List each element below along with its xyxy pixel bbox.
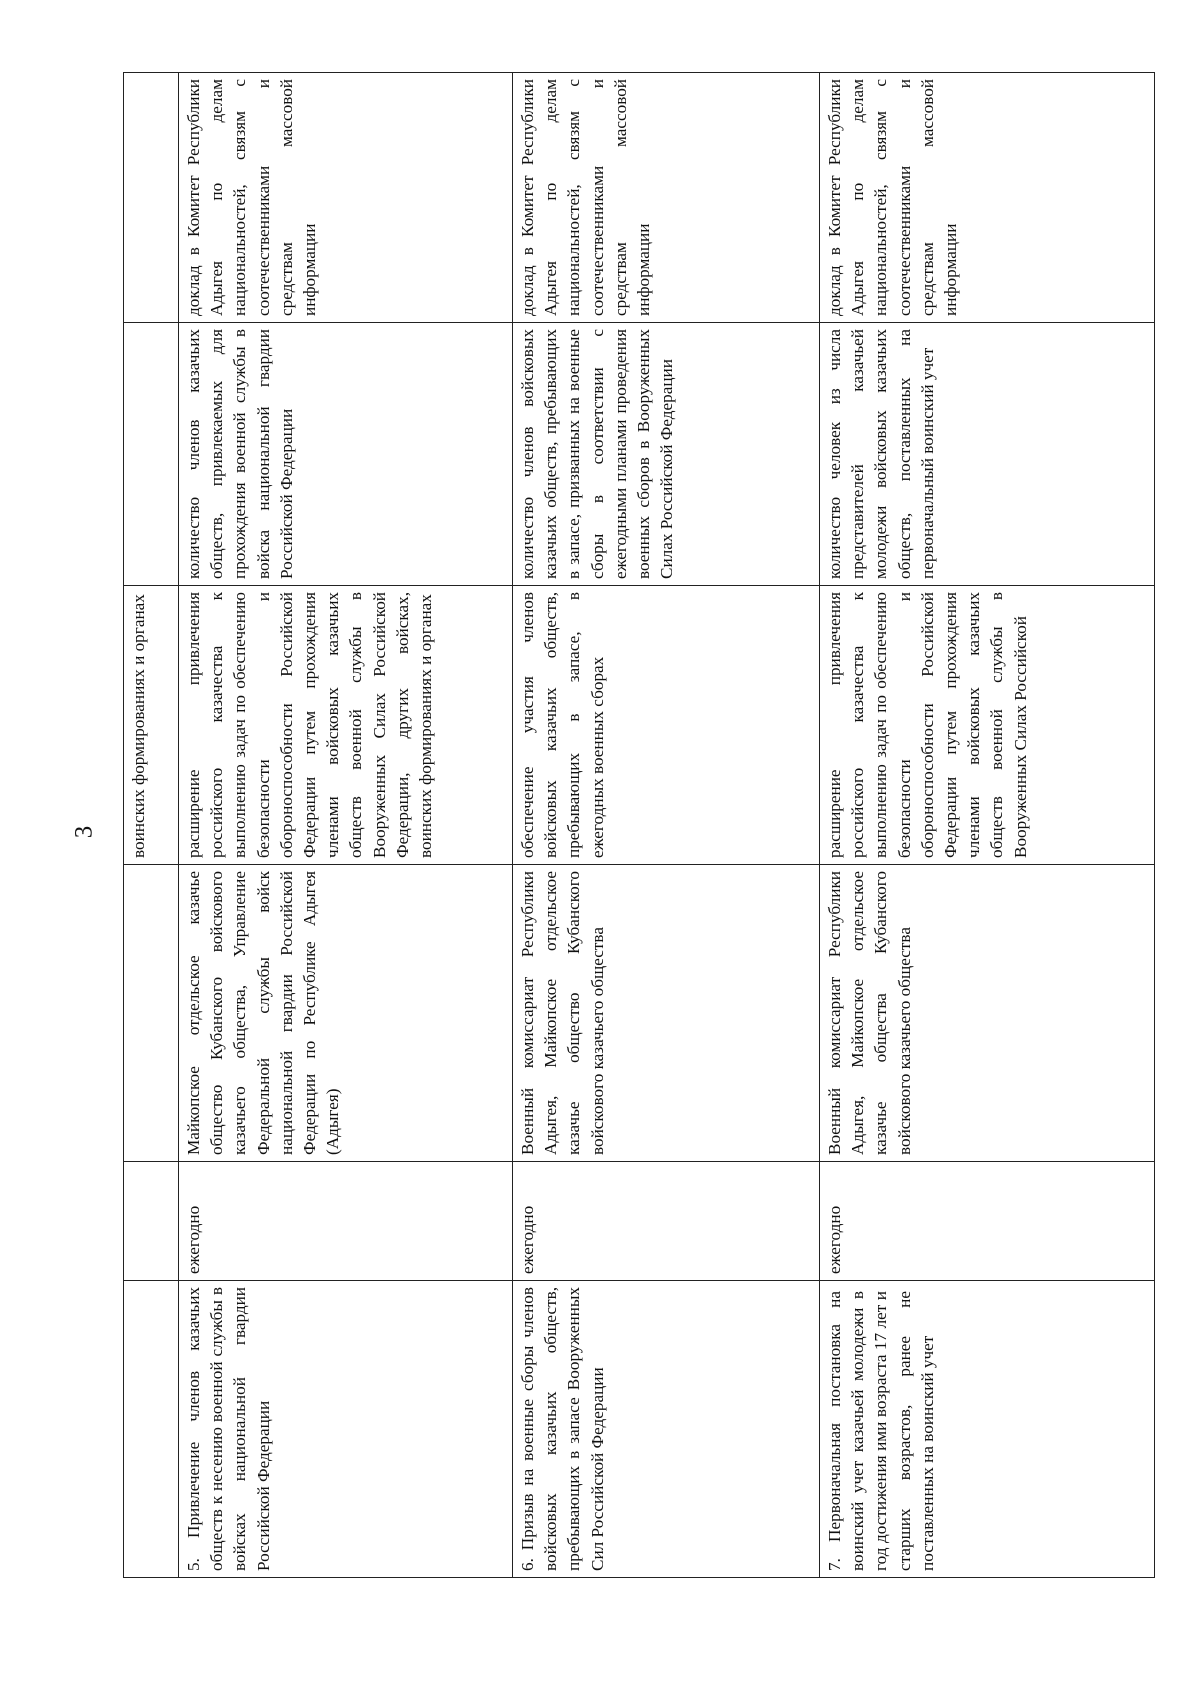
cell-event: 7. Первоначальная постановка на воинский учет казачьей молодежи в год достижения ими возраста 17 лет и старших возрастов, ранее не поставленных на воинский учет bbox=[820, 1281, 1155, 1578]
cell-expected-result: расширение привлечения российского казачества к выполнению задач по обеспечению безопасности и обороноспособности Российской Федерации путем прохождения членами войсковых казачьих обществ военной службы в Вооруженных Силах Российской bbox=[820, 586, 1155, 865]
cell-executors: Военный комиссариат Республики Адыгея, Майкопское отдельское казачье общества Кубанского войскового казачьего общества bbox=[820, 865, 1155, 1162]
cell-event: 5. Привлечение членов казачьих обществ к несению военной службы в войсках национальной гвардии Российской Федерации bbox=[179, 1281, 513, 1578]
cell-expected-result: воинских формированиях и органах bbox=[124, 586, 179, 865]
cell-reporting bbox=[124, 73, 179, 323]
cell-executors: Майкопское отдельское казачье общество Кубанского войскового казачьего общества, Управление Федеральной службы войск национальной гвардии Российской Федерации по Республике Адыгея (Адыгея) bbox=[179, 865, 513, 1162]
cell-reporting: доклад в Комитет Республики Адыгея по делам национальностей, связям с соотечественниками и средствам массовой информации bbox=[513, 73, 820, 323]
cell-expected-result: расширение привлечения российского казачества к выполнению задач по обеспечению безопасности и обороноспособности Российской Федерации путем прохождения членами войсковых казачьих обществ военной службы в Вооруженных Силах Российской Федерации, других войсках, воинских формированиях и органах bbox=[179, 586, 513, 865]
page-number: 3 bbox=[70, 825, 98, 839]
rotated-page-content bbox=[123, 73, 1138, 1578]
cell-period: ежегодно bbox=[179, 1162, 513, 1281]
cell-reporting: доклад в Комитет Республики Адыгея по делам национальностей, связям с соотечественниками и средствам массовой информации bbox=[820, 73, 1155, 323]
cell-indicator: количество членов войсковых казачьих обществ, пребывающих в запасе, призванных на военные сборы в соответствии с ежегодными планами проведения военных сборов в Вооруженных Силах Российской Федерации bbox=[513, 323, 820, 586]
cell-period: ежегодно bbox=[820, 1162, 1155, 1281]
cell-event: 6. Призыв на военные сборы членов войсковых казачьих обществ, пребывающих в запасе Вооруженных Сил Российской Федерации bbox=[513, 1281, 820, 1578]
cell-expected-result: обеспечение участия членов войсковых казачьих обществ, пребывающих в запасе, в ежегодных военных сборах bbox=[513, 586, 820, 865]
cell-period: ежегодно bbox=[513, 1162, 820, 1281]
cell-reporting: доклад в Комитет Республики Адыгея по делам национальностей, связям с соотечественниками и средствам массовой информации bbox=[179, 73, 513, 323]
table-row bbox=[179, 73, 513, 1578]
table-row-continued bbox=[124, 73, 179, 1578]
table-row bbox=[820, 73, 1155, 1578]
cell-executors: Военный комиссариат Республики Адыгея, Майкопское отдельское казачье общество Кубанского войскового казачьего общества bbox=[513, 865, 820, 1162]
cell-indicator: количество членов казачьих обществ, привлекаемых для прохождения военной службы в войска национальной гвардии Российской Федерации bbox=[179, 323, 513, 586]
cell-indicator bbox=[124, 323, 179, 586]
cell-executors bbox=[124, 865, 179, 1162]
cell-period bbox=[124, 1162, 179, 1281]
table-row bbox=[513, 73, 820, 1578]
cell-event bbox=[124, 1281, 179, 1578]
cell-indicator: количество человек из числа представителей казачьей молодежи войсковых казачьих обществ, поставленных на первоначальный воинский учет bbox=[820, 323, 1155, 586]
plan-table bbox=[123, 72, 1155, 1578]
